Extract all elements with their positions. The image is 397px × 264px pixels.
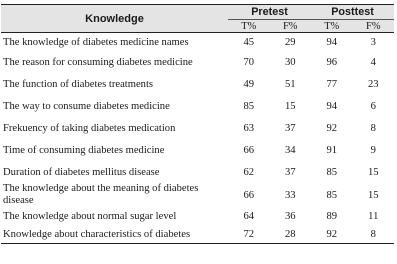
posttest-true-cell: 89 [326,210,338,222]
posttest-true-cell: 85 [326,166,338,178]
pretest-false-cell: 30 [284,56,296,68]
posttest-false-cell: 15 [367,189,379,201]
pretest-true-cell: 45 [243,36,255,48]
table-row [1,207,394,225]
posttest-true-cell: 77 [326,78,338,90]
row-label: Knowledge about characteristics of diabetes [3,228,191,240]
row-label: The knowledge of diabetes medicine names [3,36,189,48]
pretest-false-header: F% [270,20,312,33]
pretest-true-cell: 66 [243,144,255,156]
pretest-false-cell: 33 [284,189,296,201]
pretest-false-cell: 37 [284,122,296,134]
row-label: Time of consuming diabetes medicine [3,144,165,156]
posttest-false-cell: 6 [370,100,376,112]
pretest-true-cell: 62 [243,166,255,178]
posttest-false-cell: 3 [370,36,376,48]
posttest-header: Posttest [311,5,394,20]
row-label: The reason for consuming diabetes medicine [3,56,193,68]
pretest-true-cell: 70 [243,56,255,68]
pretest-true-cell: 72 [243,228,255,240]
row-label: Frekuency of taking diabetes medication [3,122,176,134]
pretest-false-cell: 37 [284,166,296,178]
row-label: The function of diabetes treatments [3,78,154,90]
row-label: The knowledge about normal sugar level [3,210,177,222]
table-row [1,33,394,52]
table-row [1,139,394,161]
posttest-true-cell: 85 [326,189,338,201]
pretest-true-header: T% [228,20,270,33]
pretest-false-cell: 34 [284,144,296,156]
header-row [1,5,394,20]
posttest-true-cell: 96 [326,56,338,68]
posttest-false-cell: 15 [367,166,379,178]
pretest-header: Pretest [228,5,311,20]
row-label: The knowledge about the meaning of diabetes disease [3,183,199,206]
posttest-true-cell: 94 [326,36,338,48]
row-label: The way to consume diabetes medicine [3,100,170,112]
table-row [1,95,394,117]
pretest-false-cell: 28 [284,228,296,240]
posttest-false-cell: 11 [368,210,379,222]
pretest-false-cell: 15 [284,100,296,112]
table-row [1,225,394,244]
table-row [1,161,394,183]
posttest-true-cell: 91 [326,144,338,156]
posttest-false-header: F% [353,20,395,33]
posttest-false-cell: 4 [370,56,376,68]
pretest-true-cell: 63 [243,122,255,134]
posttest-true-header: T% [311,20,353,33]
table-row [1,117,394,139]
knowledge-table [1,4,394,244]
table-row [1,183,394,207]
table-row [1,51,394,73]
posttest-false-cell: 8 [370,122,376,134]
posttest-true-cell: 92 [326,228,338,240]
pretest-false-cell: 29 [284,36,296,48]
row-label: Duration of diabetes mellitus disease [3,166,160,178]
posttest-true-cell: 94 [326,100,338,112]
posttest-false-cell: 23 [367,78,379,90]
pretest-true-cell: 49 [243,78,255,90]
pretest-false-cell: 36 [284,210,296,222]
knowledge-header: Knowledge [1,5,228,33]
pretest-true-cell: 85 [243,100,255,112]
posttest-false-cell: 9 [370,144,376,156]
pretest-true-cell: 66 [243,189,255,201]
posttest-true-cell: 92 [326,122,338,134]
posttest-false-cell: 8 [370,228,376,240]
pretest-true-cell: 64 [243,210,255,222]
pretest-false-cell: 51 [284,78,296,90]
table-row [1,73,394,95]
